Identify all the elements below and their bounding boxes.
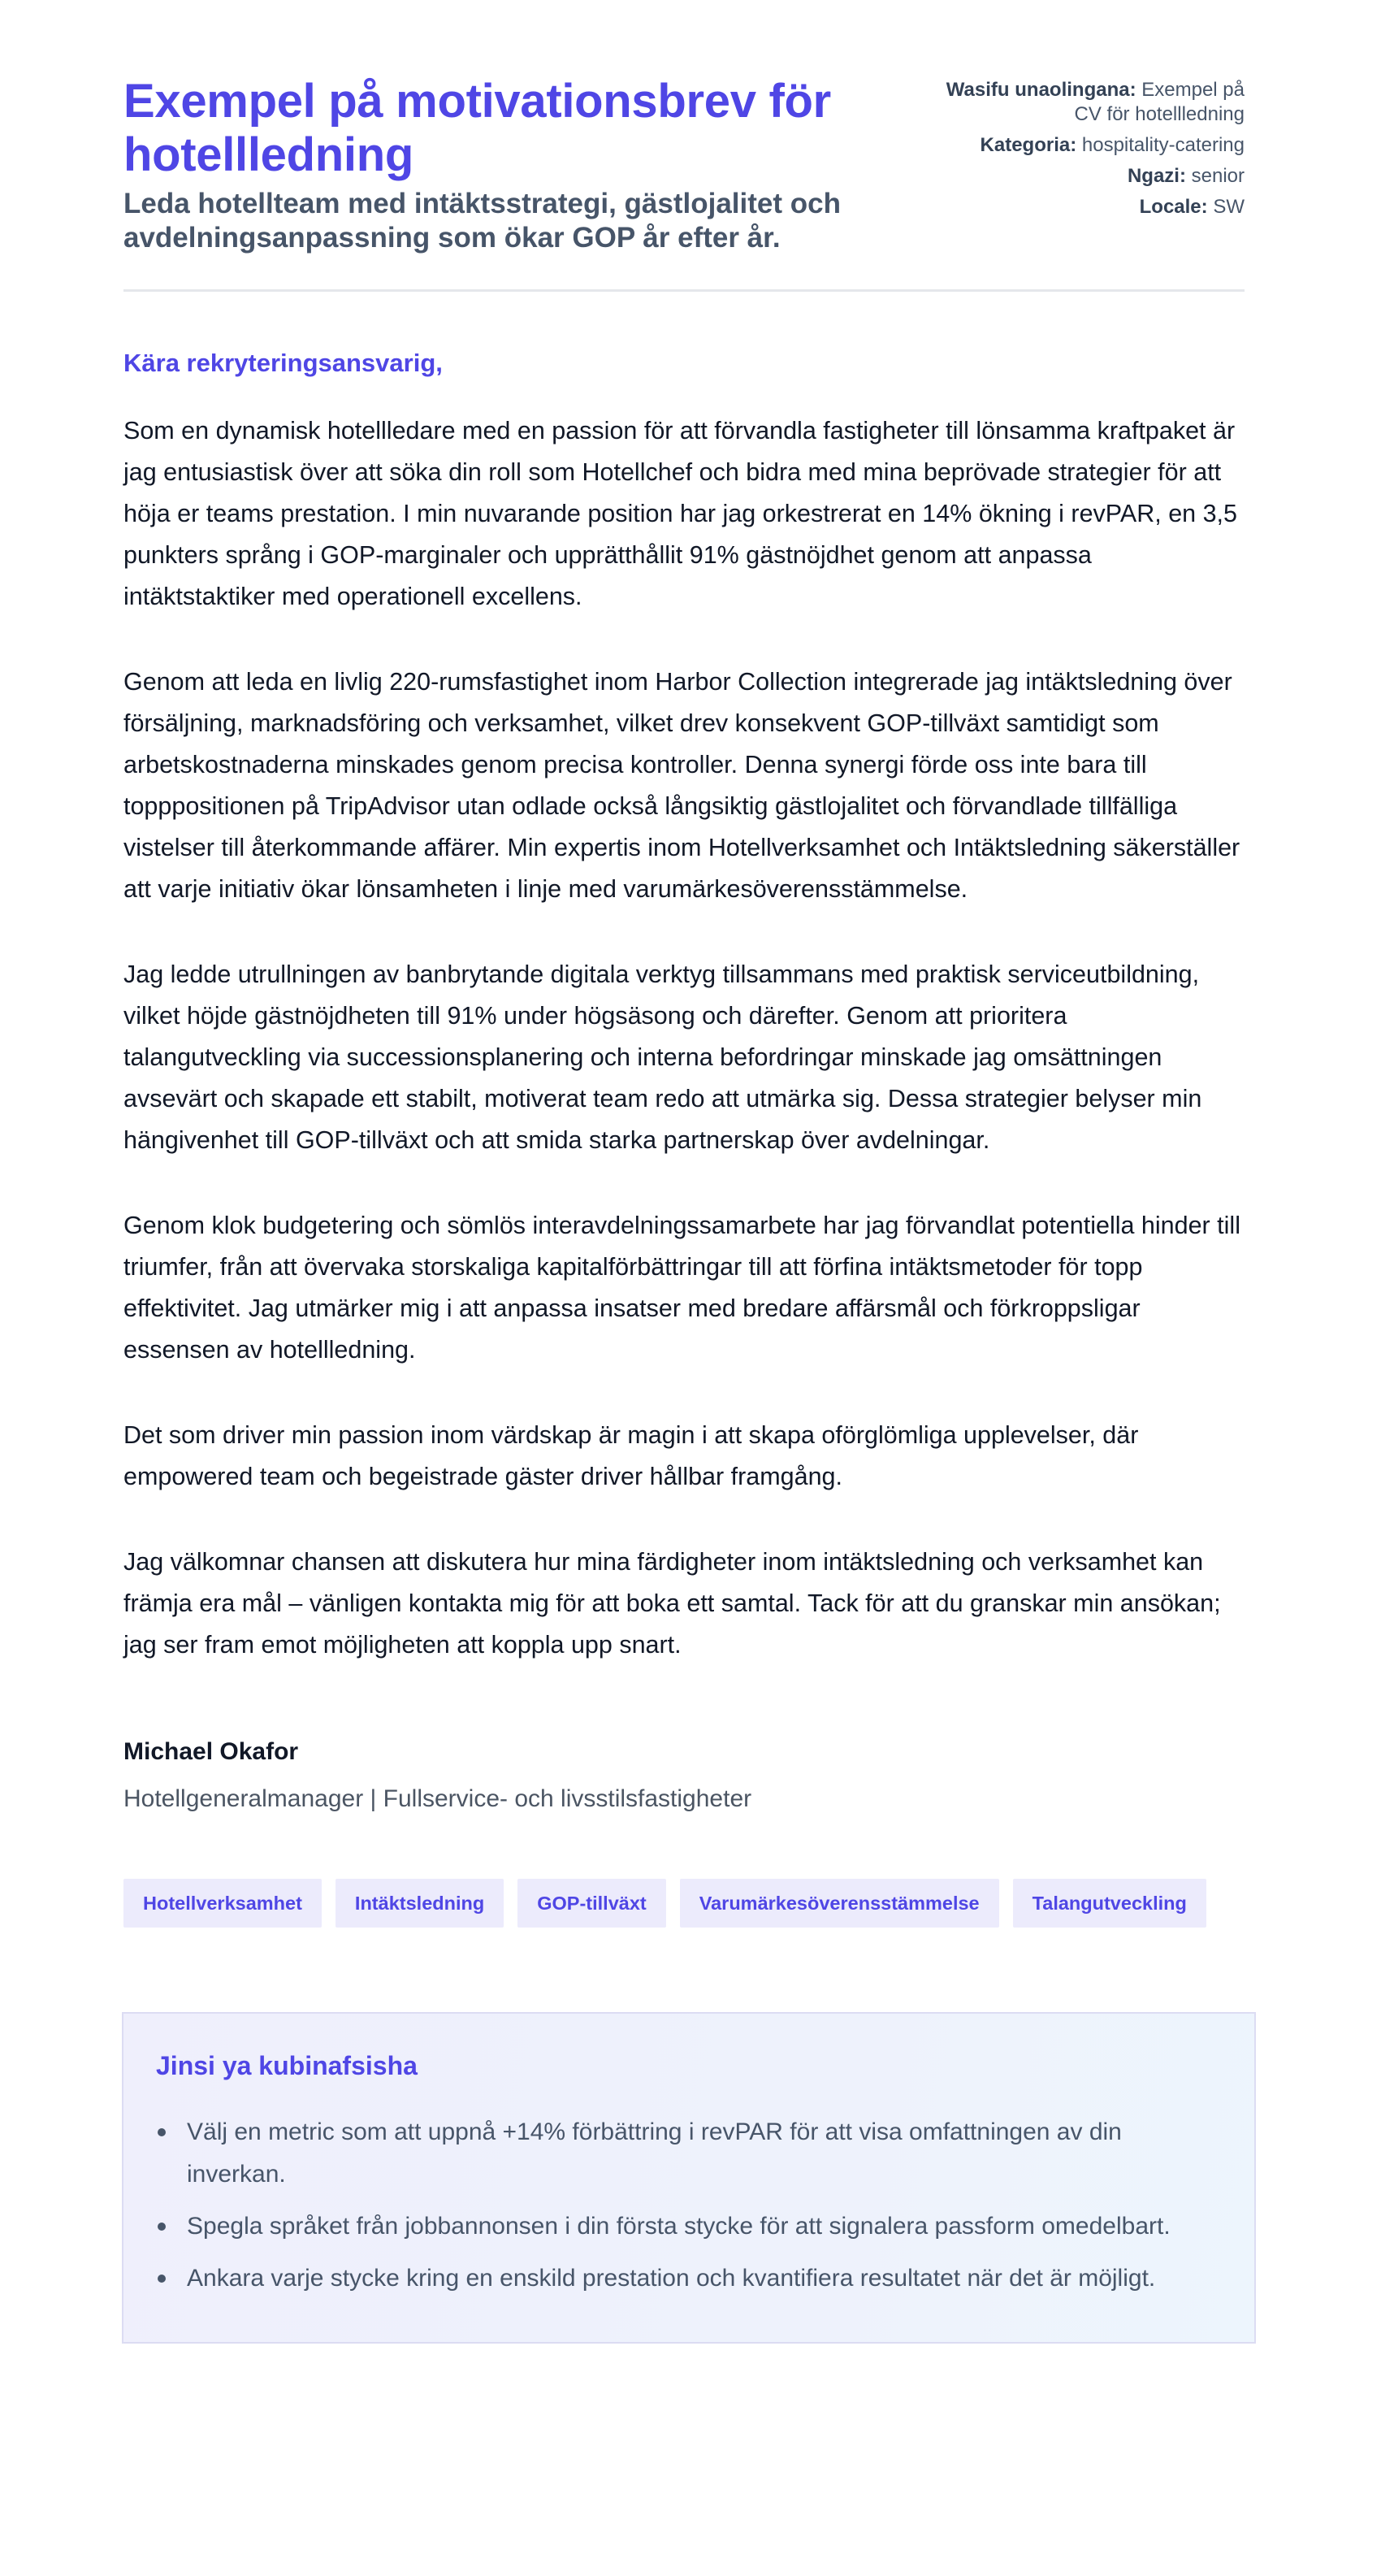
tips-item [156, 2205, 1222, 2248]
skill-tag: Talangutveckling [1013, 1879, 1206, 1928]
letter-paragraph: Jag ledde utrullningen av banbrytande digitala verktyg tillsammans med praktisk serviceutbildning, vilket höjde gästnöjdheten till 91% under högsäsong och därefter. Genom att prioritera talangutveckling via successionsplanering och interna befordringar minskade jag omsättningen avsevärt och skapade ett stabilt, motiverat team redo att utmärka sig. Dessa strategier belyser min hängivenhet till GOP-tillväxt och att smida starka partnerskap över avdelningar. [123, 961, 1202, 1154]
skill-tag: Intäktsledning [336, 1879, 504, 1928]
letter-paragraph: Som en dynamisk hotellledare med en passion för att förvandla fastigheter till lönsamma kraftpaket är jag entusiastisk över att söka din roll som Hotellchef och bidra med mina beprövade strategier för att höja er teams prestation. I min nuvarande position har jag orkestrerat en 14% ökning i revPAR, en 3,5 punkters språng i GOP-marginaler och upprätthållit 91% gästnöjdhet genom att anpassa intäktstaktiker med operationell excellens. [123, 417, 1237, 610]
tips-title: Jinsi ya kubinafsisha [156, 2051, 418, 2080]
page-title: Exempel på motivationsbrev för hotellledning [123, 75, 831, 181]
signature-name: Michael Okafor [123, 1738, 299, 1765]
letter-greeting: Kära rekryteringsansvarig, [123, 349, 443, 377]
skill-tag: GOP-tillväxt [517, 1879, 666, 1928]
bullet-icon [158, 2128, 166, 2136]
header-divider [123, 289, 1245, 292]
meta-value: Exempel på CV för hotellledning [1074, 79, 1245, 125]
page-header [123, 75, 1245, 255]
tips-item [156, 2111, 1222, 2196]
letter-body [123, 410, 1245, 1666]
signature-block [123, 1736, 1245, 1815]
tips-item-text: Spegla språket från jobbannonsen i din första stycke för att signalera passform omedelbart. [187, 2213, 1171, 2240]
meta-locale [944, 195, 1245, 219]
letter-paragraph: Jag välkomnar chansen att diskutera hur mina färdigheter inom intäktsledning och verksamhet kan främja era mål – vänligen kontakta mig för att boka ett samtal. Tack för att du granskar min ansökan; jag ser fram emot möjligheten att koppla upp snart. [123, 1548, 1221, 1659]
meta-category [944, 133, 1245, 158]
meta-key: Kategoria: [980, 134, 1077, 156]
customization-tips-box [122, 2012, 1256, 2344]
skill-tag: Varumärkesöverensstämmelse [680, 1879, 999, 1928]
meta-key: Wasifu unaolingana: [946, 79, 1136, 101]
tips-item [156, 2257, 1222, 2300]
meta-value: SW [1213, 196, 1245, 218]
letter-paragraph: Genom att leda en livlig 220-rumsfastighet inom Harbor Collection integrerade jag intäktsledning över försäljning, marknadsföring och verksamhet, vilket drev konsekvent GOP-tillväxt samtidigt som arbetskostnaderna minskades genom precisa kontroller. Denna synergi förde oss inte bara till topppositionen på TripAdvisor utan odlade också långsiktig gästlojalitet och förvandlade tillfälliga vistelser till återkommande affärer. Min expertis inom Hotellverksamhet och Intäktsledning säkerställer att varje initiativ ökar lönsamheten i linje med varumärkesöverensstämmelse. [123, 668, 1240, 903]
cover-letter-page [123, 0, 1245, 2344]
meta-matching-resume [944, 78, 1245, 127]
meta-key: Locale: [1139, 196, 1208, 218]
meta-key: Ngazi: [1127, 165, 1186, 187]
bullet-icon [158, 2275, 166, 2283]
page-subtitle: Leda hotellteam med intäktsstrategi, gästlojalitet och avdelningsanpassning som ökar GOP år efter år. [123, 188, 841, 254]
meta-value: senior [1191, 165, 1245, 187]
meta-level [944, 164, 1245, 189]
tips-item-text: Ankara varje stycke kring en enskild prestation och kvantifiera resultatet när det är möjligt. [187, 2265, 1156, 2292]
signature-title: Hotellgeneralmanager | Fullservice- och livsstilsfastigheter [123, 1785, 752, 1812]
tips-list [156, 2111, 1222, 2300]
bullet-icon [158, 2223, 166, 2231]
letter-paragraph: Genom klok budgetering och sömlös interavdelningssamarbete har jag förvandlat potentiella hinder till triumfer, från att övervaka storskaliga kapitalförbättringar till att förfina intäktsmetoder för topp effektivitet. Jag utmärker mig i att anpassa insatser med bredare affärsmål och förkroppsligar essensen av hotellledning. [123, 1212, 1240, 1364]
metadata-panel [944, 78, 1245, 226]
meta-value: hospitality-catering [1081, 134, 1245, 156]
skill-tag: Hotellverksamhet [123, 1879, 322, 1928]
letter-paragraph: Det som driver min passion inom värdskap är magin i att skapa oförglömliga upplevelser, där empowered team och begeistrade gäster driver hållbar framgång. [123, 1421, 1139, 1490]
title-block [123, 75, 903, 255]
tips-item-text: Välj en metric som att uppnå +14% förbättring i revPAR för att visa omfattningen av din inverkan. [187, 2118, 1122, 2188]
skill-tags [123, 1879, 1245, 1928]
